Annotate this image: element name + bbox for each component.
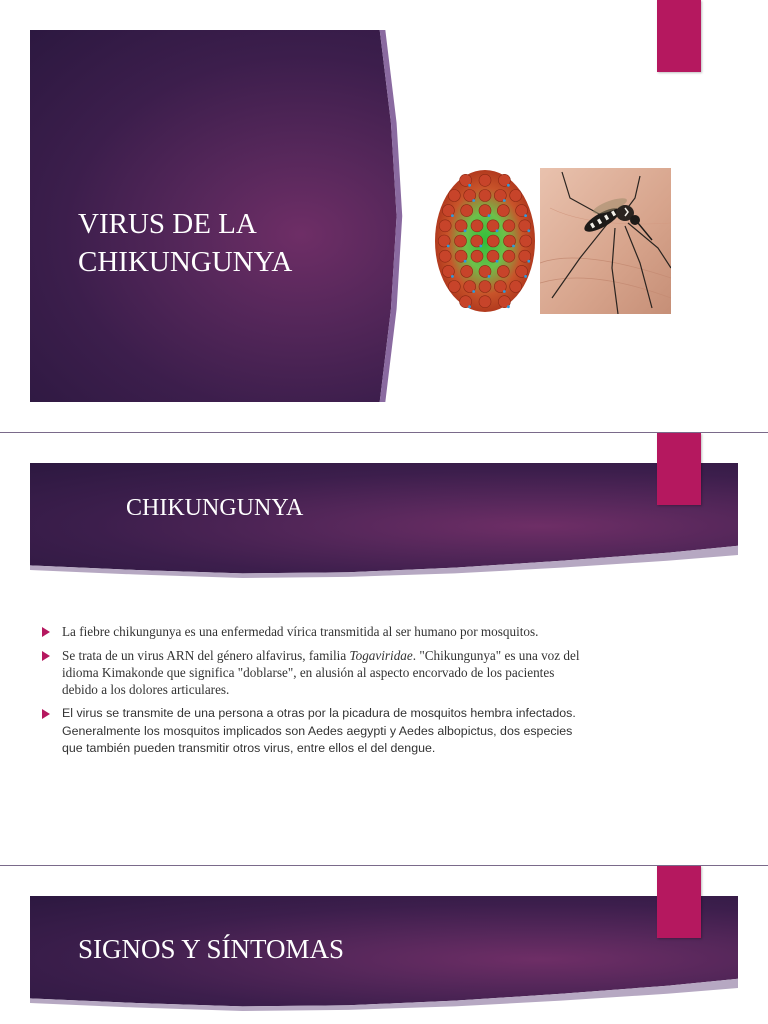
- title-line-1: VIRUS DE LA: [78, 208, 257, 240]
- accent-tab: [657, 866, 701, 938]
- bullet-arrow-icon: [42, 709, 50, 719]
- virus-image: [433, 168, 538, 314]
- bullet-item: [42, 705, 587, 758]
- title-line-2: CHIKUNGUNYA: [78, 246, 293, 278]
- slide-heading: SIGNOS Y SÍNTOMAS: [78, 934, 345, 964]
- mosquito-image: [540, 168, 671, 314]
- bullet-text: El virus se transmite de una persona a otras por la picadura de mosquitos hembra infectados. Generalmente los mosquitos implicados son Aedes aegypti y Aedes albopictus, dos especies que también pueden transmitir otros virus, entre ellos el del dengue.: [62, 706, 576, 755]
- slide-chikungunya: [0, 433, 768, 865]
- bullet-text-pre: Se trata de un virus ARN del género alfavirus, familia: [62, 648, 350, 663]
- slide-title: [0, 0, 768, 432]
- bullet-text: La fiebre chikungunya es una enfermedad vírica transmitida al ser humano por mosquitos.: [62, 624, 539, 639]
- bullet-text-post: . "Chikungunya" es una voz del idioma Kimakonde que significa "doblarse", en alusión al aspecto encorvado de los pacientes debido a los dolores articulares.: [62, 648, 580, 697]
- slide-heading: CHIKUNGUNYA: [126, 495, 304, 521]
- bullet-text-italic: Togaviridae: [349, 648, 413, 663]
- bullet-arrow-icon: [42, 627, 50, 637]
- bullet-item: [42, 623, 587, 640]
- slide-title-text: [78, 205, 378, 281]
- accent-tab: [657, 0, 701, 72]
- accent-tab: [657, 433, 701, 505]
- bullet-item: [42, 647, 587, 698]
- bullet-list: [42, 623, 587, 765]
- slide-signos: [0, 866, 768, 1024]
- bullet-arrow-icon: [42, 651, 50, 661]
